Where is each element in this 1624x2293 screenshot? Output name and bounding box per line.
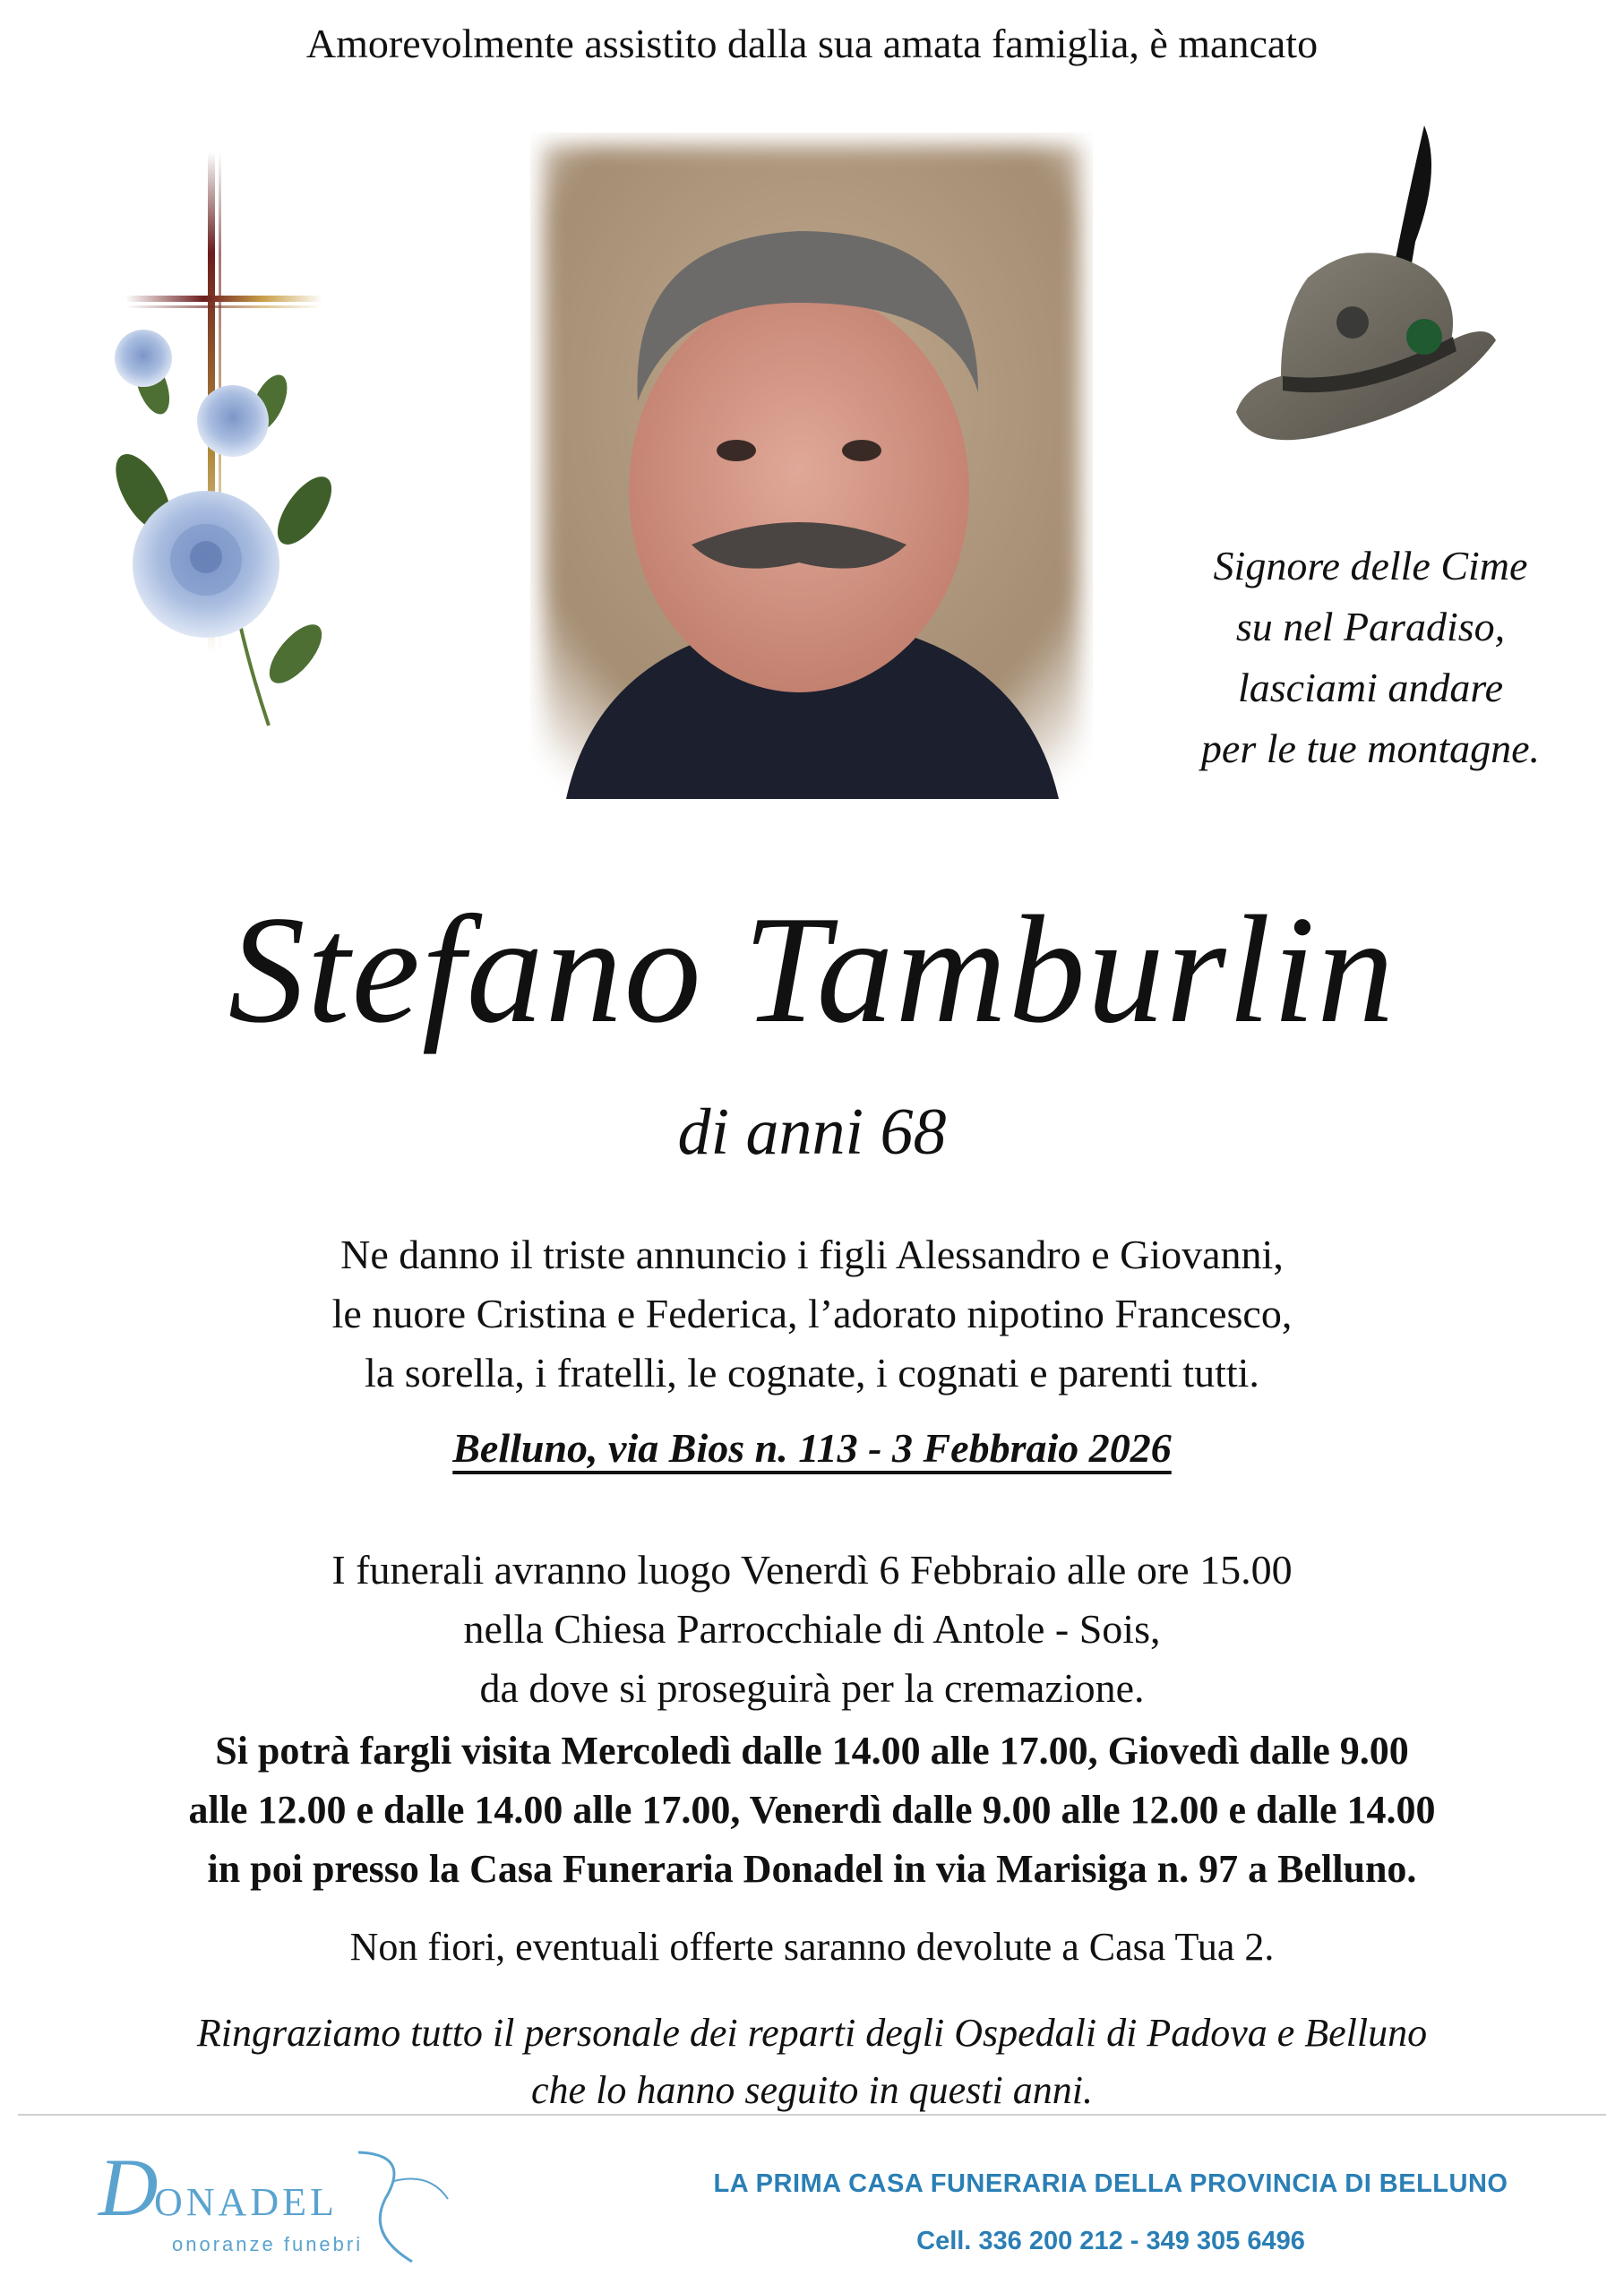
prayer-line: Signore delle Cime — [1213, 543, 1528, 588]
intro-text: Amorevolmente assistito dalla sua amata famiglia, è mancato — [305, 21, 1319, 66]
announcement-line: Ne danno il triste annuncio i figli Alessandro e Giovanni, — [340, 1232, 1284, 1277]
cross-roses-icon — [90, 152, 349, 779]
thanks-line: che lo hanno seguito in questi anni. — [531, 2068, 1093, 2112]
visitation-line: in poi presso la Casa Funeraria Donadel in via Marisiga n. 97 a Belluno. — [207, 1847, 1417, 1891]
prayer-line: lasciami andare — [1238, 665, 1503, 710]
place-date — [0, 1424, 1624, 1472]
portrait-photo — [530, 133, 1093, 799]
visitation-line: Si potrà fargli visita Mercoledì dalle 14.00 alle 17.00, Giovedì dalle 9.00 — [215, 1729, 1409, 1773]
svg-text:D: D — [99, 2145, 159, 2233]
prayer-line: per le tue montagne. — [1200, 726, 1541, 771]
deceased-name: Stefano Tamburlin — [228, 885, 1396, 1055]
thanks-text — [0, 2005, 1624, 2119]
alpine-hat-icon — [1218, 116, 1514, 475]
donadel-logo — [90, 2145, 466, 2271]
prayer-line: su nel Paradiso, — [1235, 604, 1506, 649]
svg-text:ONADEL: ONADEL — [154, 2180, 338, 2224]
visitation-text — [0, 1722, 1624, 1899]
place-date-text: Belluno, via Bios n. 113 - 3 Febbraio 2026 — [452, 1425, 1172, 1471]
prayer-text — [1156, 536, 1585, 779]
deceased-age: di anni 68 — [677, 1095, 947, 1169]
thanks-line: Ringraziamo tutto il personale dei reparti degli Ospedali di Padova e Belluno — [196, 2011, 1428, 2055]
visitation-line: alle 12.00 e dalle 14.00 alle 17.00, Venerdì dalle 9.00 alle 12.00 e dalle 14.00 — [188, 1788, 1436, 1832]
funeral-line: da dove si proseguirà per la cremazione. — [479, 1665, 1145, 1711]
footer-slogan: LA PRIMA CASA FUNERARIA DELLA PROVINCIA DI BELLUNO — [713, 2169, 1508, 2198]
announcement-line: le nuore Cristina e Federica, l’adorato nipotino Francesco, — [331, 1291, 1293, 1336]
funeral-text — [0, 1541, 1624, 1718]
announcement-line: la sorella, i fratelli, le cognate, i cognati e parenti tutti. — [365, 1350, 1259, 1396]
funeral-line: nella Chiesa Parrocchiale di Antole - Sois, — [463, 1606, 1161, 1652]
funeral-line: I funerali avranno luogo Venerdì 6 Febbraio alle ore 15.00 — [331, 1547, 1293, 1593]
svg-text:onoranze funebri: onoranze funebri — [172, 2233, 364, 2255]
footer-phones: Cell. 336 200 212 - 349 305 6496 — [916, 2227, 1305, 2255]
flowers-note: Non fiori, eventuali offerte saranno devolute a Casa Tua 2. — [349, 1925, 1275, 1969]
footer-divider — [18, 2114, 1606, 2116]
announcement-text — [0, 1225, 1624, 1403]
